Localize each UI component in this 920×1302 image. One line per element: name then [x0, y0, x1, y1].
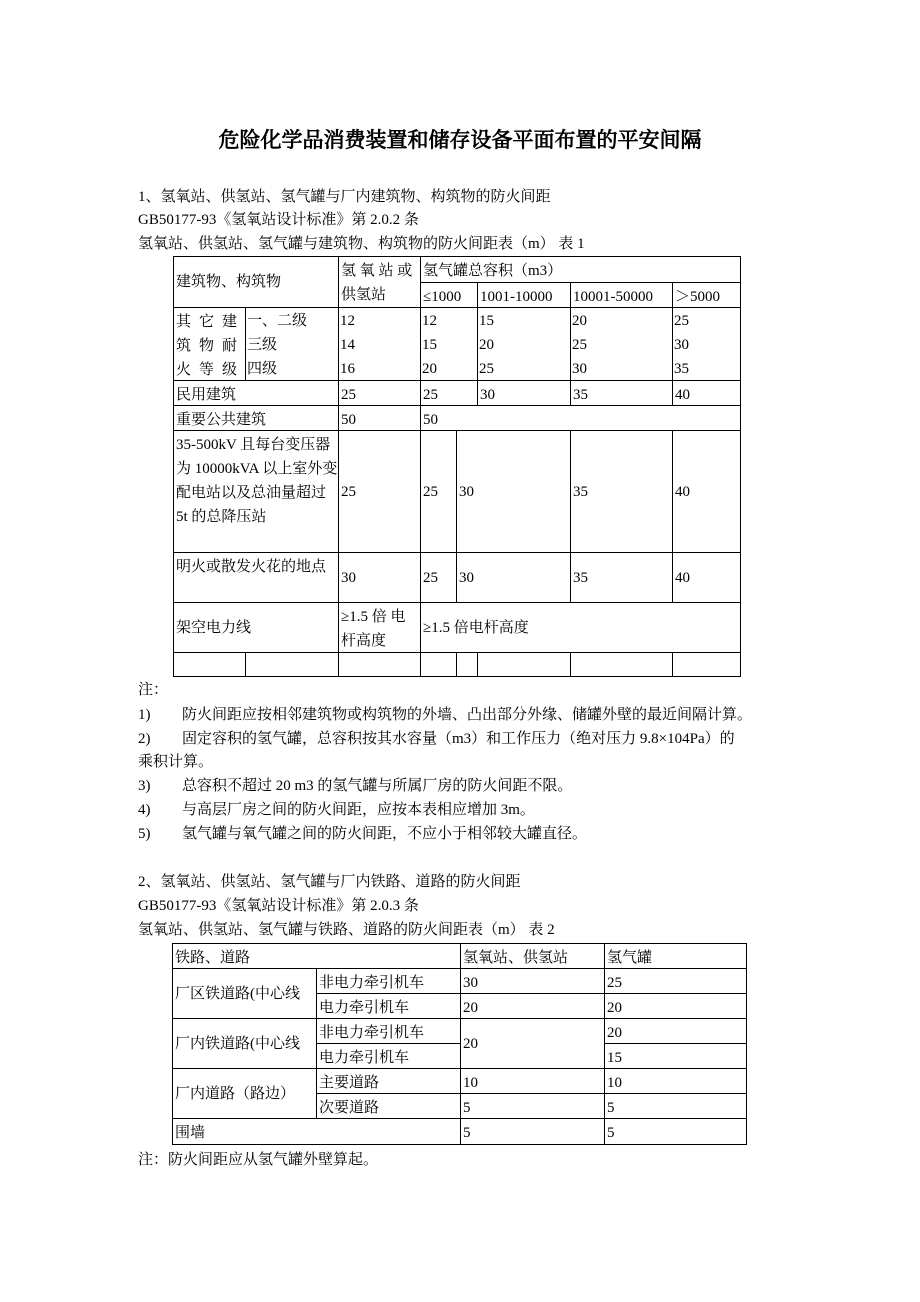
value-cell: 50	[338, 405, 421, 431]
value-cell: 20	[604, 1018, 747, 1044]
value-cell: 20	[604, 993, 747, 1019]
value-cell: 12	[340, 313, 355, 329]
row-label: 民用建筑	[173, 380, 339, 406]
value-cell: 30	[477, 380, 571, 406]
value-cell: 25	[420, 430, 457, 553]
section2-heading: 2、氢氧站、供氢站、氢气罐与厂内铁路、道路的防火间距	[138, 874, 521, 890]
value-cell: 25	[604, 968, 747, 994]
note-text: 氢气罐与氧气罐之间的防火间距，不应小于相邻较大罐直径。	[182, 826, 588, 842]
grade-label: 三级	[247, 337, 278, 353]
row-label: 电力牵引机车	[316, 993, 461, 1019]
notes-label: 注：	[138, 682, 169, 698]
value-cell: 30	[338, 552, 421, 603]
value-cell: 35	[674, 361, 689, 377]
value-cell: 30	[456, 430, 571, 553]
header-cell: ≤1000	[420, 282, 478, 308]
empty-cell	[456, 652, 478, 677]
value-cell: ≥1.5 倍 电杆高度	[338, 602, 421, 653]
value-cell: 20	[479, 337, 494, 353]
header-cell: ＞5000	[672, 282, 741, 308]
note-number: 2)	[138, 731, 151, 747]
value-cell: 40	[672, 552, 741, 603]
value-cell: 40	[672, 430, 741, 553]
note-number: 4)	[138, 802, 151, 818]
value-cell: 35	[570, 380, 673, 406]
grade-label: 一、二级	[247, 313, 308, 329]
row-label: 围墙	[172, 1118, 461, 1145]
row-label: 电力牵引机车	[316, 1043, 461, 1069]
empty-cell	[245, 652, 339, 677]
empty-cell	[420, 652, 457, 677]
value-cell: 10	[604, 1068, 747, 1094]
value-cell: 20	[572, 313, 587, 329]
row-label: 重要公共建筑	[173, 405, 339, 431]
empty-cell	[477, 652, 571, 677]
value-cell: 20	[460, 1018, 605, 1069]
empty-cell	[173, 652, 246, 677]
header-cell: 氢 氧 站 或供氢站	[338, 256, 421, 308]
value-cell: 50	[420, 405, 741, 431]
empty-cell	[338, 652, 421, 677]
value-cell: 15	[604, 1043, 747, 1069]
value-cell: 5	[460, 1118, 605, 1145]
section2-standard: GB50177-93《氢氧站设计标准》第 2.0.3 条	[138, 898, 419, 914]
value-cell: 5	[604, 1093, 747, 1119]
table2-note: 注：防火间距应从氢气罐外壁算起。	[138, 1152, 379, 1168]
row-label: 主要道路	[316, 1068, 461, 1094]
value-cell: 35	[570, 430, 673, 553]
value-cell: 25	[479, 361, 494, 377]
value-cell: 30	[572, 361, 587, 377]
note-text: 与高层厂房之间的防火间距，应按本表相应增加 3m。	[182, 802, 535, 818]
note-number: 1)	[138, 707, 151, 723]
value-cell: 25	[420, 552, 457, 603]
value-cell: 12	[422, 313, 437, 329]
header-cell: 建筑物、构筑物	[173, 256, 339, 308]
header-cell: 氢氧站、供氢站	[460, 943, 605, 969]
value-cell: 5	[460, 1093, 605, 1119]
table1-caption: 氢氧站、供氢站、氢气罐与建筑物、构筑物的防火间距表（m） 表 1	[138, 236, 585, 252]
value-cell: 10	[460, 1068, 605, 1094]
empty-cell	[672, 652, 741, 677]
grade-label: 四级	[247, 361, 278, 377]
row-label: 次要道路	[316, 1093, 461, 1119]
group-label: 厂区铁道路(中心线	[172, 968, 317, 1019]
row-label: 明火或散发火花的地点	[173, 552, 339, 603]
note-text: 总容积不超过 20 m3 的氢气罐与所属厂房的防火间距不限。	[182, 778, 573, 794]
value-cell: 40	[672, 380, 741, 406]
header-cell: 氢气罐总容积（m3）	[420, 256, 741, 283]
value-cell: 5	[604, 1118, 747, 1145]
value-cell: 25	[338, 430, 421, 553]
note-number: 3)	[138, 778, 151, 794]
value-cell: 15	[479, 313, 494, 329]
value-cell: ≥1.5 倍电杆高度	[420, 602, 741, 653]
value-cell: 25	[338, 380, 421, 406]
value-cell: 16	[340, 361, 355, 377]
note-text: 固定容积的氢气罐，总容积按其水容量（m3）和工作压力（绝对压力 9.8×104Pa）的	[182, 731, 735, 747]
value-cell: 30	[456, 552, 571, 603]
value-cell: 25	[420, 380, 478, 406]
row-label: 非电力牵引机车	[316, 1018, 461, 1044]
value-cell: 25	[572, 337, 587, 353]
group-label: 厂内铁道路(中心线	[172, 1018, 317, 1069]
note-text-continued: 乘积计算。	[138, 754, 214, 770]
value-cell: 20	[460, 993, 605, 1019]
row-label: 非电力牵引机车	[316, 968, 461, 994]
note-number: 5)	[138, 826, 151, 842]
group-label: 厂内道路（路边）	[172, 1068, 317, 1119]
table2-caption: 氢氧站、供氢站、氢气罐与铁路、道路的防火间距表（m） 表 2	[138, 922, 555, 938]
row-label: 35-500kV 且每台变压器为 10000kVA 以上室外变配电站以及总油量超过 5t 的总降压站	[173, 430, 339, 553]
header-cell: 氢气罐	[604, 943, 747, 969]
value-cell: 30	[674, 337, 689, 353]
header-cell: 1001-10000	[477, 282, 571, 308]
empty-cell	[570, 652, 673, 677]
value-cell: 25	[674, 313, 689, 329]
row-label: 其它建筑物耐火等级	[173, 307, 246, 381]
value-cell: 35	[570, 552, 673, 603]
row-label: 架空电力线	[173, 602, 339, 653]
section1-heading: 1、氢氧站、供氢站、氢气罐与厂内建筑物、构筑物的防火间距	[138, 189, 551, 205]
value-cell: 20	[422, 361, 437, 377]
value-cell: 14	[340, 337, 355, 353]
value-cell: 30	[460, 968, 605, 994]
value-cell: 15	[422, 337, 437, 353]
section1-standard: GB50177-93《氢氧站设计标准》第 2.0.2 条	[138, 212, 419, 228]
document-title: 危险化学品消费装置和储存设备平面布置的平安间隔	[218, 128, 702, 152]
header-cell: 铁路、道路	[172, 943, 461, 969]
note-text: 防火间距应按相邻建筑物或构筑物的外墙、凸出部分外缘、储罐外壁的最近间隔计算。	[182, 707, 753, 723]
header-cell: 10001-50000	[570, 282, 673, 308]
